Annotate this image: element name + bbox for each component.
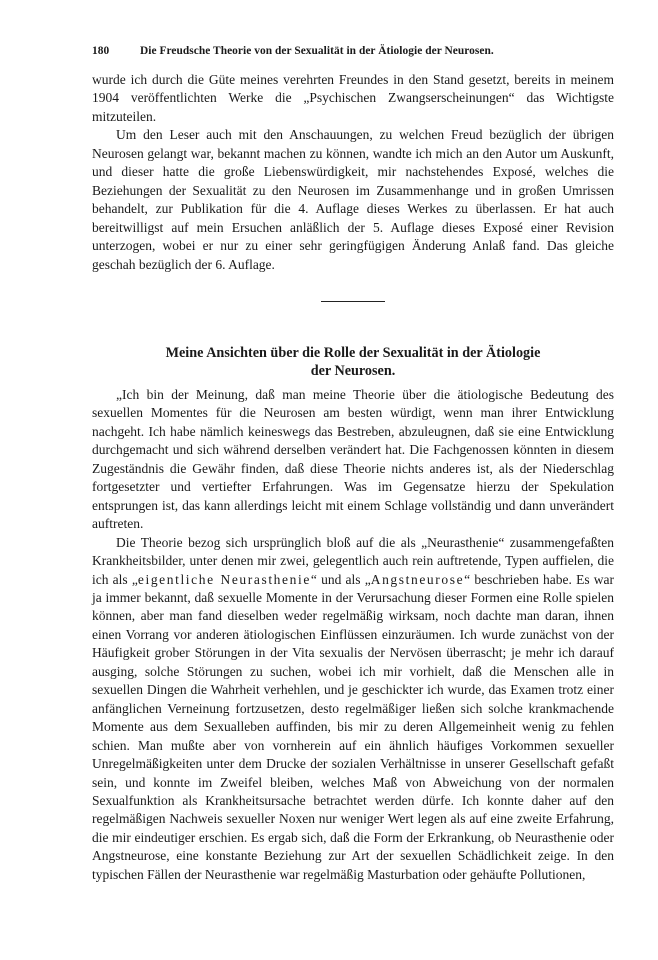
paragraph-2-text-c: “ beschrieben habe. Es war ja immer bekannt, daß sexuelle Momente in der Verursachung dieser Formen eine Rolle spielen können, aber man fand dieselben weder regelmäßig wirksam, noch dachte man daran, ihnen einen Vorrang vor anderen ätiologischen Einflüssen einzuräumen. Ich wurde zunächst von der Häufigkeit grober Störungen in der Vita sexualis der Nervösen überrascht; je mehr ich darauf ausging, solche Störungen zu suchen, wobei ich mir vorhielt, daß die Menschen alle in sexuellen Dingen die Wahrheit verhehlen, und je geschickter ich wurde, das Examen trotz einer anfänglichen Verneinung fortzusetzen, desto regelmäßiger ließen sich solche krankmachende Momente aus dem Sexualleben auffinden, bis mir zu deren Allgemeinheit wenig zu fehlen schien. Man mußte aber von vornherein auf ein ähnlich häufiges Vorkommen sexueller Unregelmäßigkeiten unter dem Drucke der sozialen Verhältnisse in unserer Gesellschaft gefaßt sein, und konnte im Zweifel bleiben, welches Maß von Abweichung von der normalen Sexualfunktion als Krankheitsursache betrachtet werden dürfe. Ich konnte daher auf den regelmäßigen Nachweis sexueller Noxen nur weniger Wert legen als auf eine zweite Erfahrung, die mir eindeutiger erschien. Es ergab sich, daß die Form der Erkrankung, ob Neurasthenie oder Angstneurose, eine konstante Beziehung zur Art der sexuellen Schädlichkeit zeige. In den typischen Fällen der Neurasthenie war regelmäßig Masturbation oder gehäufte Pollutionen, bbox=[92, 571, 615, 882]
term-eigentliche-neurasthenie: eigentliche Neurasthenie bbox=[137, 571, 311, 587]
page-number: 180 bbox=[92, 45, 110, 57]
paragraph-2-text-a: Die Theorie bezog sich ursprünglich bloß auf die als „Neurasthenie“ zusammengefaßten Krankheitsbilder, unter denen mir zwei, gelegentlich auch rein auftretende, Typen auffielen, die ich als „ bbox=[92, 534, 614, 587]
section-text bbox=[92, 386, 614, 884]
paragraph-2-text-b: “ und als „ bbox=[310, 571, 371, 587]
intro-text bbox=[92, 71, 614, 274]
section-divider bbox=[321, 301, 385, 302]
term-angstneurose: Angstneurose bbox=[370, 571, 465, 587]
intro-paragraph-1: wurde ich durch die Güte meines verehrten Freundes in den Stand gesetzt, bereits in meinem 1904 veröffentlichten Werke die „Psychischen Zwangserscheinungen“ das Wichtigste mitzuteilen. bbox=[92, 72, 614, 124]
intro-paragraph-2: Um den Leser auch mit den Anschauungen, zu welchen Freud bezüglich der übrigen Neurosen gelangt war, bekannt machen zu können, wandte ich mich an den Autor um Auskunft, und dieser hatte die große Liebenswürdigkeit, mir nachstehendes Exposé, welches die Beziehungen der Sexualität zu den Neurosen im Zusammenhange und in großen Umrissen behandelt, zur Publikation für die 4. Auflage dieses Werkes zu überlassen. Er hat auch bereitwilligst auf mein Ersuchen anläßlich der 5. Auflage dieses Exposé einer Revision unterzogen, wobei er nur zu einer sehr geringfügigen Änderung Anlaß fand. Das gleiche geschah bezüglich der 6. Auflage. bbox=[92, 127, 614, 272]
running-header bbox=[92, 44, 614, 59]
section-heading-line-2: der Neurosen. bbox=[310, 362, 396, 379]
section-heading-line-1: Meine Ansichten über die Rolle der Sexualität in der Ätiologie bbox=[165, 344, 541, 361]
section-paragraph-2 bbox=[92, 534, 614, 885]
book-page bbox=[92, 44, 614, 884]
running-title: Die Freudsche Theorie von der Sexualität in der Ätiologie der Neurosen. bbox=[140, 45, 494, 57]
section-paragraph-1: „Ich bin der Meinung, daß man meine Theorie über die ätiologische Bedeutung des sexuellen Momentes für die Neurosen am besten würdigt, wenn man ihrer Entwicklung nachgeht. Ich habe nämlich keineswegs das Bestreben, abzuleugnen, daß sie eine Entwicklung durchgemacht und sich während derselben verändert hat. Die Fachgenossen könnten in diesem Zugeständnis die Gewähr finden, daß diese Theorie nichts anderes ist, als der Niederschlag fortgesetzter und vertiefter Erfahrungen. Was im Gegensatze hierzu der Spekulation entsprungen ist, das kann allerdings leicht mit einem Schlage vollständig und dann unverändert auftreten. bbox=[92, 386, 614, 532]
section-heading bbox=[92, 344, 614, 380]
